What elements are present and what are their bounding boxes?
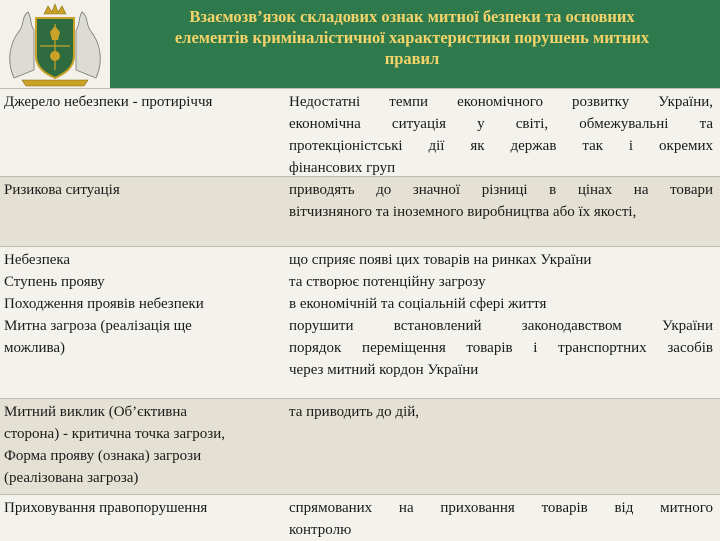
cell-text: Походження проявів небезпеки	[4, 296, 204, 312]
table-row	[0, 246, 720, 399]
cell-text: можлива)	[4, 340, 66, 356]
table-row	[0, 494, 720, 541]
cell-text: в економічній та соціальній сфері життя	[289, 296, 547, 312]
cell-text: спрямованих на приховання товарів від митного	[289, 500, 713, 516]
table-row	[0, 398, 720, 495]
left-cell	[4, 91, 276, 113]
right-cell	[289, 497, 713, 541]
customs-emblem	[0, 0, 110, 88]
cell-text: та приводить до дій,	[289, 404, 420, 420]
right-cell	[289, 401, 713, 423]
right-cell	[289, 91, 713, 179]
right-cell	[289, 249, 713, 381]
cell-text: Митна загроза (реалізація ще	[4, 318, 192, 334]
cell-text: Небезпека	[4, 252, 71, 268]
cell-text: вітчизняного та іноземного виробництва або їх якості,	[289, 204, 637, 220]
slide-header	[0, 0, 720, 88]
cell-text: сторона) - критична точка загрози,	[4, 426, 225, 442]
left-cell	[4, 249, 276, 359]
left-cell	[4, 401, 276, 489]
cell-text: що сприяє появі цих товарів на ринках України	[289, 252, 592, 268]
cell-text: через митний кордон України	[289, 362, 479, 378]
cell-text: Джерело небезпеки - протиріччя	[4, 94, 213, 110]
cell-text: Ступень прояву	[4, 274, 105, 290]
right-cell	[289, 179, 713, 223]
cell-text: контролю	[289, 522, 352, 538]
title-line: елементів криміналістичної характеристики порушень митних	[174, 28, 650, 47]
coat-of-arms-icon	[0, 0, 110, 88]
title-line: правил	[384, 49, 440, 68]
cell-text: Митний виклик (Об’єктивна	[4, 404, 188, 420]
cell-text: порушити встановлений законодавством України	[289, 318, 713, 334]
cell-text: Недостатні темпи економічного розвитку України,	[289, 94, 713, 110]
left-cell	[4, 497, 276, 519]
cell-text: та створює потенційну загрозу	[289, 274, 486, 290]
left-cell	[4, 179, 276, 201]
cell-text: економічна ситуація у світі, обмежувальні та	[289, 116, 713, 132]
table-row	[0, 88, 720, 177]
comparison-table	[0, 88, 720, 540]
cell-text: (реалізована загроза)	[4, 470, 139, 486]
slide-title	[112, 6, 712, 69]
cell-text: фінансових груп	[289, 160, 396, 176]
cell-text: Приховування правопорушення	[4, 500, 208, 516]
title-line: Взаємозв’язок складових ознак митної безпеки та основних	[189, 7, 635, 26]
cell-text: протекціоністські дії як держав так і окремих	[289, 138, 713, 154]
table-row	[0, 176, 720, 247]
cell-text: Ризикова ситуація	[4, 182, 120, 198]
cell-text: приводять до значної різниці в цінах на товари	[289, 182, 713, 198]
cell-text: порядок переміщення товарів і транспортних засобів	[289, 340, 713, 356]
cell-text: Форма прояву (ознака) загрози	[4, 448, 202, 464]
